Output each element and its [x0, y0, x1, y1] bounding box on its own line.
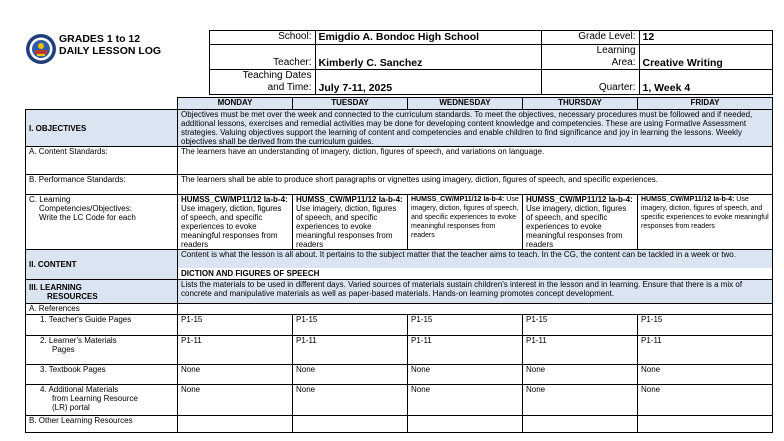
day-header-wednesday: WEDNESDAY	[408, 98, 523, 110]
teachers-guide-wednesday: P1-15	[408, 315, 523, 336]
competency-wednesday	[408, 195, 523, 250]
competency-monday	[178, 195, 293, 250]
resources-title	[26, 280, 178, 304]
textbook-monday: None	[178, 365, 293, 385]
other-resources-thursday	[523, 416, 638, 433]
learning-area-label-2: Area:	[611, 57, 636, 68]
textbook-thursday: None	[523, 365, 638, 385]
day-header-monday: MONDAY	[178, 98, 293, 110]
learners-materials-label-1: 2. Learner's Materials	[40, 336, 117, 345]
learning-area-value: Creative Writing	[639, 45, 772, 70]
competencies-label	[26, 195, 178, 250]
additional-materials-monday: None	[178, 385, 293, 416]
textbook-tuesday: None	[293, 365, 408, 385]
performance-standards-label: B. Performance Standards:	[26, 175, 178, 195]
teachers-guide-monday: P1-15	[178, 315, 293, 336]
additional-materials-wednesday: None	[408, 385, 523, 416]
competency-code: HUMSS_CW/MP11/12 Ia-b-4:	[181, 195, 288, 204]
teachers-guide-thursday: P1-15	[523, 315, 638, 336]
textbook-label: 3. Textbook Pages	[26, 365, 178, 385]
additional-materials-friday: None	[638, 385, 773, 416]
resources-description: Lists the materials to be used in different days. Varied sources of materials sustain children's interest in the lesson and in learning. Ensure that there is a mix of concrete and manipulative materials as well as paper-based materials. Hands-on learning promotes concept development.	[178, 280, 773, 304]
form-title-line1: GRADES 1 to 12	[59, 32, 141, 45]
corner-cell	[26, 98, 178, 110]
other-resources-label: B. Other Learning Resources	[26, 416, 178, 433]
resources-title-1: III. LEARNING	[29, 282, 82, 292]
dates-label-2: and Time:	[267, 82, 312, 93]
content-description: Content is what the lesson is all about. It pertains to the subject matter that the teacher aims to teach. In the CG, the content can be tackled in a week or two.	[181, 250, 736, 259]
competency-text: Use imagery, diction, figures of speech, and specific experiences to evoke meaningful responses from readers	[181, 204, 282, 249]
competency-thursday	[523, 195, 638, 250]
performance-standards-value: The learners shall be able to produce short paragraphs or vignettes using imagery, diction, figures of speech, and specific experiences.	[178, 175, 773, 195]
header-logo-cell	[25, 31, 209, 95]
content-title: II. CONTENT	[26, 250, 178, 280]
dates-label	[209, 70, 315, 95]
additional-materials-thursday: None	[523, 385, 638, 416]
teacher-label: Teacher:	[209, 45, 315, 70]
objectives-title: I. OBJECTIVES	[26, 110, 178, 147]
learning-area-label	[541, 45, 639, 70]
additional-materials-label-1: 4. Additional Materials	[40, 385, 119, 394]
form-title-line2: DAILY LESSON LOG	[59, 44, 162, 57]
competencies-label-1: C. Learning	[29, 195, 71, 204]
competency-code: HUMSS_CW/MP11/12 Ia-b-4:	[296, 195, 403, 204]
header-table	[25, 30, 773, 95]
grade-level-label: Grade Level:	[541, 31, 639, 45]
lesson-log-table	[25, 97, 773, 433]
content-standards-label: A. Content Standards:	[26, 147, 178, 175]
references-value	[178, 304, 773, 315]
competency-code: HUMSS_CW/MP11/12 Ia-b-4:	[526, 195, 633, 204]
learners-materials-monday: P1-11	[178, 336, 293, 365]
competency-code: HUMSS_CW/MP11/12 Ia-b-4:	[411, 196, 505, 203]
day-header-tuesday: TUESDAY	[293, 98, 408, 110]
school-label: School:	[209, 31, 315, 45]
textbook-wednesday: None	[408, 365, 523, 385]
objectives-description: Objectives must be met over the week and connected to the curriculum standards. To meet the objectives, necessary procedures must be followed and if needed, additional lessons, exercises and remedial activities may be done for developing content knowledge and competencies. These are using Formative Assessment strategies. Valuing objectives support the learning of content and competencies and enable children to find significance and joy in learning the lessons. Weekly objectives shall be derived from the curriculum guides.	[178, 110, 773, 147]
competency-friday	[638, 195, 773, 250]
textbook-friday: None	[638, 365, 773, 385]
quarter-value: 1, Week 4	[639, 70, 772, 95]
learners-materials-friday: P1-11	[638, 336, 773, 365]
other-resources-wednesday	[408, 416, 523, 433]
teachers-guide-friday: P1-15	[638, 315, 773, 336]
competency-text: Use imagery, diction, figures of speech, and specific experiences to evoke meaningful responses from readers	[526, 204, 627, 249]
learning-area-label-1: Learning	[596, 45, 636, 56]
competency-tuesday	[293, 195, 408, 250]
learners-materials-thursday: P1-11	[523, 336, 638, 365]
content-cell	[178, 250, 773, 280]
learners-materials-wednesday: P1-11	[408, 336, 523, 365]
learners-materials-tuesday: P1-11	[293, 336, 408, 365]
references-label: A. References	[26, 304, 178, 315]
teachers-guide-tuesday: P1-15	[293, 315, 408, 336]
additional-materials-label	[26, 385, 178, 416]
learners-materials-label	[26, 336, 178, 365]
dates-label-1: Teaching Dates	[242, 70, 312, 81]
day-header-friday: FRIDAY	[638, 98, 773, 110]
competency-code: HUMSS_CW/MP11/12 Ia-b-4:	[641, 196, 735, 203]
other-resources-friday	[638, 416, 773, 433]
competencies-label-3: Write the LC Code for each	[39, 213, 136, 222]
dates-value: July 7-11, 2025	[315, 70, 541, 95]
deped-seal-icon	[25, 33, 57, 65]
competency-text: Use imagery, diction, figures of speech, and specific experiences to evoke meaningful responses from readers	[296, 204, 397, 249]
quarter-label: Quarter:	[541, 70, 639, 95]
additional-materials-tuesday: None	[293, 385, 408, 416]
content-standards-value: The learners have an understanding of imagery, diction, figures of speech, and variations on language.	[178, 147, 773, 175]
grade-level-value: 12	[639, 31, 772, 45]
additional-materials-label-2: from Learning Resource	[52, 394, 138, 403]
resources-title-2: RESOURCES	[47, 291, 98, 301]
competencies-label-2: Competencies/Objectives:	[39, 204, 132, 213]
teachers-guide-label: 1. Teacher's Guide Pages	[26, 315, 178, 336]
other-resources-tuesday	[293, 416, 408, 433]
content-topic: DICTION AND FIGURES OF SPEECH	[178, 268, 772, 279]
other-resources-monday	[178, 416, 293, 433]
day-header-thursday: THURSDAY	[523, 98, 638, 110]
school-value: Emigdio A. Bondoc High School	[315, 31, 541, 45]
competency-text: Use imagery, diction, figures of speech, and specific experiences to evoke meaningful responses from readers	[641, 196, 769, 230]
teacher-value: Kimberly C. Sanchez	[315, 45, 541, 70]
competency-text: Use imagery, diction, figures of speech, and specific experiences to evoke meaningful responses from readers	[411, 196, 519, 239]
additional-materials-label-3: (LR) portal	[52, 403, 90, 412]
learners-materials-label-2: Pages	[52, 345, 75, 354]
